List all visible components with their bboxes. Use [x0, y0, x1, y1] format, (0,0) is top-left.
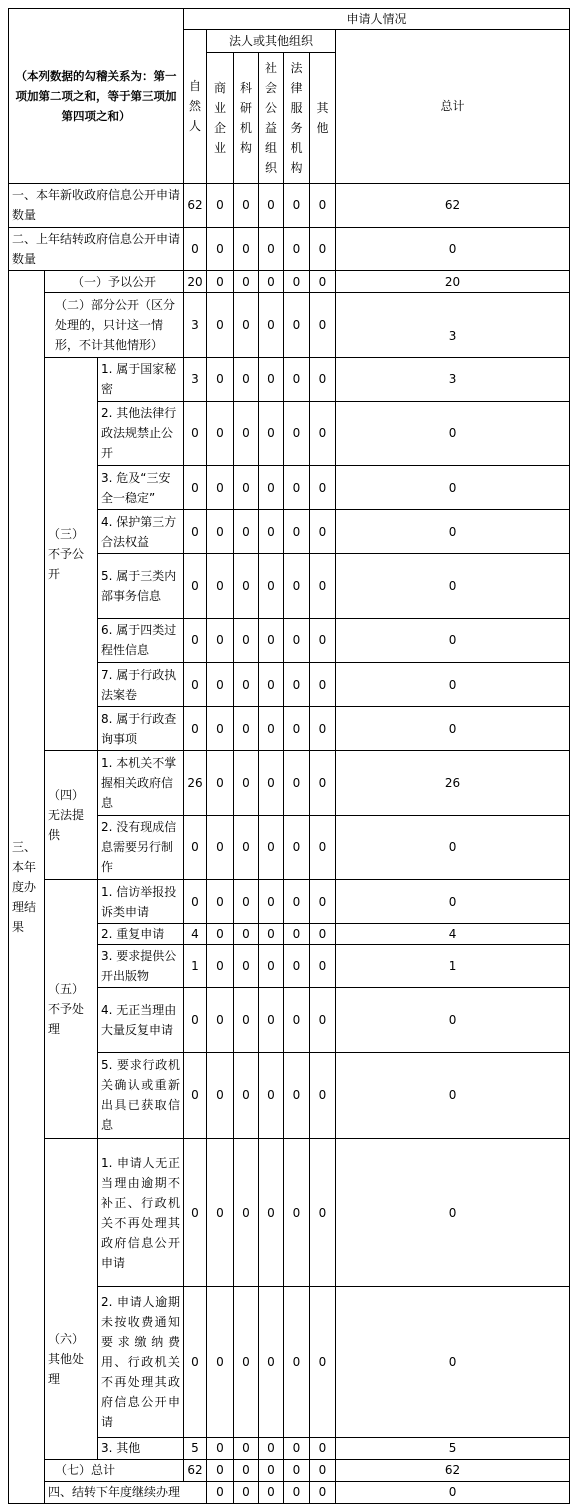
cell-value: 0	[207, 1481, 234, 1503]
cell-value: 0	[207, 554, 234, 618]
cell-value: 0	[207, 271, 234, 293]
cell-value: 20	[184, 271, 207, 293]
cell-value: 0	[310, 357, 336, 401]
cell-value: 0	[207, 1437, 234, 1459]
cell-value: 0	[284, 924, 310, 945]
cell-value: 0	[284, 1052, 310, 1138]
natural-person-header: 自然人	[184, 30, 207, 184]
cell-value: 0	[310, 751, 336, 815]
group-label: （六）其他处理	[45, 1139, 98, 1459]
cell-value: 0	[184, 1052, 207, 1138]
cell-value: 0	[284, 662, 310, 706]
cell-value: 0	[207, 1052, 234, 1138]
cell-value: 0	[284, 1139, 310, 1287]
cell-value: 0	[284, 357, 310, 401]
cell-value: 0	[234, 988, 259, 1052]
cell-value: 0	[207, 707, 234, 751]
cell-value: 0	[310, 554, 336, 618]
cell-value: 0	[310, 1052, 336, 1138]
cell-total: 0	[336, 510, 570, 554]
cell-value: 0	[259, 707, 284, 751]
cell-value: 0	[259, 815, 284, 879]
sub-row-label: 1. 属于国家秘密	[98, 357, 184, 401]
section-three-label: 三、本年度办理结果	[9, 271, 45, 1504]
total-header: 总计	[336, 30, 570, 184]
legal-header: 法律服务机构	[284, 53, 310, 184]
sub-row-label: 2. 没有现成信息需要另行制作	[98, 815, 184, 879]
cell-value: 0	[207, 1459, 234, 1481]
cell-total: 0	[336, 1286, 570, 1437]
cell-value: 0	[259, 1481, 284, 1503]
cell-value: 0	[207, 401, 234, 465]
cell-value: 0	[310, 1139, 336, 1287]
cell-total: 62	[336, 1459, 570, 1481]
cell-value: 0	[259, 618, 284, 662]
cell-value: 5	[184, 1437, 207, 1459]
cell-value: 0	[234, 401, 259, 465]
cell-value: 0	[234, 924, 259, 945]
cell-value: 0	[310, 1459, 336, 1481]
cell-value: 62	[184, 1459, 207, 1481]
cell-value: 0	[259, 1139, 284, 1287]
cell-value: 0	[234, 1481, 259, 1503]
cell-value: 0	[234, 271, 259, 293]
group-label: （四）无法提供	[45, 751, 98, 880]
cell-value: 0	[310, 183, 336, 227]
cell-value: 62	[184, 183, 207, 227]
cell-value: 0	[207, 510, 234, 554]
cell-value: 0	[234, 751, 259, 815]
cell-total: 0	[336, 466, 570, 510]
cell-total: 0	[336, 815, 570, 879]
commercial-header: 商业企业	[207, 53, 234, 184]
cell-value: 0	[259, 924, 284, 945]
cell-value: 0	[184, 228, 207, 271]
cell-value: 0	[284, 815, 310, 879]
cell-value: 0	[234, 662, 259, 706]
cell-value: 0	[310, 510, 336, 554]
cell-total: 5	[336, 1437, 570, 1459]
cell-value: 0	[259, 466, 284, 510]
cell-total: 20	[336, 271, 570, 293]
cell-value: 26	[184, 751, 207, 815]
cell-value: 0	[284, 1481, 310, 1503]
relationship-note: （本列数据的勾稽关系为：第一项加第二项之和，等于第三项加第四项之和）	[9, 9, 184, 184]
cell-total: 3	[336, 293, 570, 357]
cell-value: 0	[259, 879, 284, 923]
cell-value: 0	[259, 662, 284, 706]
other-header: 其他	[310, 53, 336, 184]
cell-total: 1	[336, 945, 570, 988]
statistics-table	[8, 8, 570, 1504]
cell-value: 0	[259, 271, 284, 293]
cell-value: 3	[184, 357, 207, 401]
cell-value: 0	[284, 618, 310, 662]
cell-value: 1	[184, 945, 207, 988]
sub-row-label: 2. 申请人逾期未按收费通知要求缴纳费用、行政机关不再处理其政府信息公开申请	[98, 1286, 184, 1437]
cell-value: 0	[207, 945, 234, 988]
sub-row-label: 4. 保护第三方合法权益	[98, 510, 184, 554]
cell-value: 0	[234, 1437, 259, 1459]
cell-value: 0	[259, 1437, 284, 1459]
cell-value: 0	[259, 554, 284, 618]
cell-total: 26	[336, 751, 570, 815]
cell-value: 0	[184, 815, 207, 879]
cell-value: 0	[234, 554, 259, 618]
research-header: 科研机构	[234, 53, 259, 184]
sub-row-label: 7. 属于行政执法案卷	[98, 662, 184, 706]
cell-value: 0	[184, 1286, 207, 1437]
cell-value: 0	[284, 466, 310, 510]
cell-value: 0	[207, 815, 234, 879]
cell-total: 62	[336, 183, 570, 227]
sub-row-label: 3. 要求提供公开出版物	[98, 945, 184, 988]
cell-value: 0	[259, 988, 284, 1052]
cell-value: 0	[259, 1286, 284, 1437]
cell-value: 0	[184, 401, 207, 465]
cell-value: 0	[310, 401, 336, 465]
cell-value: 0	[207, 466, 234, 510]
cell-value: 0	[234, 1459, 259, 1481]
cell-value: 0	[259, 1052, 284, 1138]
cell-value: 0	[259, 510, 284, 554]
cell-value: 0	[207, 879, 234, 923]
sub-row-label: 5. 属于三类内部事务信息	[98, 554, 184, 618]
cell-total: 0	[336, 554, 570, 618]
cell-value: 0	[234, 357, 259, 401]
cell-value: 0	[184, 1139, 207, 1287]
corp-group-header: 法人或其他组织	[207, 30, 336, 53]
applicant-header: 申请人情况	[184, 9, 570, 30]
cell-value: 0	[310, 879, 336, 923]
cell-value: 0	[184, 988, 207, 1052]
row-label: （一）予以公开	[45, 271, 184, 293]
cell-total: 0	[336, 707, 570, 751]
cell-total: 0	[336, 228, 570, 271]
cell-value: 0	[184, 466, 207, 510]
cell-total: 0	[336, 1139, 570, 1287]
cell-value: 3	[184, 293, 207, 357]
sub-row-label: 1. 本机关不掌握相关政府信息	[98, 751, 184, 815]
cell-value: 0	[234, 1139, 259, 1287]
cell-value: 0	[207, 183, 234, 227]
social-header: 社会公益组织	[259, 53, 284, 184]
cell-total: 0	[336, 879, 570, 923]
group-label: （五）不予处理	[45, 879, 98, 1138]
cell-value: 0	[234, 510, 259, 554]
cell-value: 0	[259, 1459, 284, 1481]
cell-value: 4	[184, 924, 207, 945]
cell-value: 0	[310, 618, 336, 662]
cell-value: 0	[310, 293, 336, 357]
cell-value: 0	[259, 293, 284, 357]
cell-value: 0	[284, 510, 310, 554]
cell-value: 0	[284, 271, 310, 293]
cell-value: 0	[310, 924, 336, 945]
sub-row-label: 3. 其他	[98, 1437, 184, 1459]
cell-value: 0	[207, 1139, 234, 1287]
cell-value: 0	[259, 357, 284, 401]
sub-row-label: 4. 无正当理由大量反复申请	[98, 988, 184, 1052]
cell-value: 0	[207, 1286, 234, 1437]
sub-row-label: 2. 其他法律行政法规禁止公开	[98, 401, 184, 465]
row-label: 一、本年新收政府信息公开申请数量	[9, 183, 184, 227]
row-label: （二）部分公开（区分处理的，只计这一情形，不计其他情形）	[45, 293, 184, 357]
cell-value: 0	[234, 1286, 259, 1437]
cell-total: 4	[336, 924, 570, 945]
cell-value: 0	[234, 945, 259, 988]
cell-value: 0	[234, 815, 259, 879]
cell-value: 0	[184, 707, 207, 751]
cell-value: 0	[284, 183, 310, 227]
cell-value: 0	[259, 945, 284, 988]
row-label: 二、上年结转政府信息公开申请数量	[9, 228, 184, 271]
cell-value: 0	[259, 183, 284, 227]
cell-total: 0	[336, 662, 570, 706]
cell-value: 0	[310, 945, 336, 988]
cell-value: 0	[284, 988, 310, 1052]
row-label: 四、结转下年度继续办理	[45, 1481, 207, 1503]
cell-value: 0	[284, 879, 310, 923]
cell-value: 0	[259, 401, 284, 465]
cell-value: 0	[207, 662, 234, 706]
cell-value: 0	[234, 228, 259, 271]
cell-value: 0	[207, 228, 234, 271]
cell-value: 0	[234, 1052, 259, 1138]
cell-value: 0	[234, 707, 259, 751]
cell-value: 0	[284, 228, 310, 271]
cell-value: 0	[310, 1437, 336, 1459]
sub-row-label: 2. 重复申请	[98, 924, 184, 945]
cell-value: 0	[234, 879, 259, 923]
cell-value: 0	[336, 1481, 570, 1503]
cell-value: 0	[184, 510, 207, 554]
cell-value: 0	[234, 618, 259, 662]
cell-value: 0	[284, 401, 310, 465]
sub-row-label: 6. 属于四类过程性信息	[98, 618, 184, 662]
cell-total: 0	[336, 1052, 570, 1138]
row-label: （七）总计	[45, 1459, 184, 1481]
cell-value: 0	[310, 1286, 336, 1437]
cell-value: 0	[310, 271, 336, 293]
cell-value: 0	[284, 293, 310, 357]
cell-total: 0	[336, 401, 570, 465]
sub-row-label: 1. 信访举报投诉类申请	[98, 879, 184, 923]
cell-value: 0	[184, 554, 207, 618]
cell-value: 0	[284, 1286, 310, 1437]
cell-value: 0	[207, 618, 234, 662]
sub-row-label: 3. 危及“三安全一稳定”	[98, 466, 184, 510]
cell-value: 0	[284, 1459, 310, 1481]
cell-value: 0	[259, 751, 284, 815]
cell-total: 0	[336, 618, 570, 662]
cell-value: 0	[284, 751, 310, 815]
cell-value: 0	[207, 924, 234, 945]
cell-value: 0	[284, 945, 310, 988]
cell-value: 0	[184, 662, 207, 706]
cell-value: 0	[207, 751, 234, 815]
sub-row-label: 5. 要求行政机关确认或重新出具已获取信息	[98, 1052, 184, 1138]
cell-value: 0	[207, 293, 234, 357]
cell-value: 0	[284, 1437, 310, 1459]
cell-value: 0	[310, 1481, 336, 1503]
cell-value: 0	[310, 988, 336, 1052]
cell-total: 0	[336, 988, 570, 1052]
cell-value: 0	[259, 228, 284, 271]
cell-value: 0	[310, 662, 336, 706]
cell-value: 0	[310, 466, 336, 510]
cell-value: 0	[184, 879, 207, 923]
cell-value: 0	[310, 707, 336, 751]
cell-value: 0	[207, 988, 234, 1052]
group-label: （三）不予公开	[45, 357, 98, 751]
cell-value: 0	[284, 707, 310, 751]
cell-total: 3	[336, 357, 570, 401]
cell-value: 0	[234, 183, 259, 227]
cell-value: 0	[207, 357, 234, 401]
sub-row-label: 1. 申请人无正当理由逾期不补正、行政机关不再处理其政府信息公开申请	[98, 1139, 184, 1287]
cell-value: 0	[284, 554, 310, 618]
cell-value: 0	[234, 293, 259, 357]
cell-value: 0	[184, 618, 207, 662]
cell-value: 0	[310, 228, 336, 271]
cell-value: 0	[310, 815, 336, 879]
cell-value: 0	[234, 466, 259, 510]
sub-row-label: 8. 属于行政查询事项	[98, 707, 184, 751]
